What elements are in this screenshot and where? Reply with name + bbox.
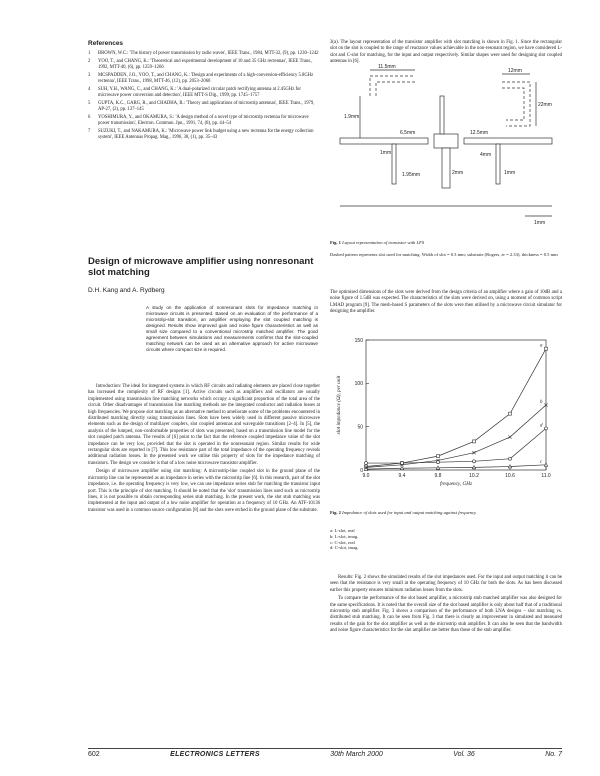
reference-text: BROWN, W.C.: 'The history of power transmission by radio waves', IEEE Trans., 1984, MTT-32, (9), pp. 1230–1242 <box>98 51 319 56</box>
figure-1 <box>330 56 562 236</box>
issue-number: No. 7 <box>545 751 562 758</box>
figure-2 <box>330 330 562 510</box>
data-point <box>545 427 548 430</box>
series-label: b <box>540 400 543 405</box>
data-point <box>545 347 548 350</box>
x-tick-label: 9.8 <box>434 473 442 479</box>
fig2-caption-number: Fig. 2 <box>330 510 341 515</box>
reference-text: YOSHIMURA, Y., and OKAMURA, S.: 'A design method of a novel type of microstrip rectenna for microwave power transmission', Electron. Commun. Jpn., 1991, 74, (8), pp. 44–54 <box>98 115 309 126</box>
output-stub <box>496 144 500 184</box>
reference-item <box>88 87 320 99</box>
y-tick-label: 0 <box>360 467 363 474</box>
reference-item <box>88 115 320 127</box>
y-tick-label: 100 <box>354 381 363 388</box>
reference-number: 2 <box>88 59 91 64</box>
output-slot-outline <box>502 82 530 126</box>
fig1-label: 12.5mm <box>470 130 489 136</box>
figure-2-caption <box>330 510 562 516</box>
data-point <box>473 440 476 443</box>
source-lead <box>442 148 450 188</box>
reference-item <box>88 59 320 71</box>
references-heading: References <box>88 40 124 47</box>
x-tick-label: 10.6 <box>505 473 515 479</box>
reference-item <box>88 101 320 113</box>
design-paragraph: Design of microwave amplifier using slot matching: A microstrip-line coupled slot in the ground plane of the microstrip line can be represented as an impedance in series with the microstrip line [6]. In this research, part of the slot impedance, i.e. the operating frequency is very low, we can use impedance series stub for matching the transistor input port. This is the principle of slot matching. It should be noted that the 'slot' transmission lines used such as microstrip lines, it is not possible to obtain corresponding series stub matching. In the present work, the slot stub matching was implemented at the input and output of a low noise amplifier for operation at a frequency of 10 GHz. An ATF-10136 transistor was used in a common source configuration [8] and the slots were etched in the ground plane of the substrate. <box>88 469 320 513</box>
data-point <box>509 412 512 415</box>
references-section <box>88 40 320 143</box>
comparison-paragraph: To compare the performance of the slot based amplifier, a microstrip stub matched amplifier was also designed for the same specifications. It is noted that the overall size of the slot based amplifier is only about half that of a traditional microstrip stub amplifier. Fig. 3 shows a comparison of the performance of both LNA designs – slot matching vs. distributed stub matching. It can be seen from Fig. 3 that there is clearly an improvement in simulated and measured results of the gain for the slot amplifier as well as the microstrip stub amplifier. It can also be seen that the bandwidth and noise figure characteristics for the slot amplifier are better than those of the stub amplifier. <box>330 596 562 634</box>
reference-item <box>88 51 320 57</box>
x-axis-label: frequency, GHz <box>439 481 473 487</box>
paper-abstract: A study on the application of nonresonant slots for impedance matching in microwave circuits is presented. Based on an evaluation of the performance of a microstrip-slot transition, an amplifier employing the slot coupled matching is designed. Results show improved gain and noise figure characteristics as well as small size compared to a conventional microstrip matched amplifier. The good agreement between simulations and measurements confirms that the slot-coupled matching network can be used as an alternative approach for active microwave circuits where compact size is required. <box>146 305 318 352</box>
legend-entry: c: C-slot, real <box>330 539 355 545</box>
fig1-caption-number: Fig. 1 <box>330 240 341 245</box>
fig1-label: 4mm <box>480 152 492 158</box>
transistor-body <box>434 134 458 148</box>
series-label: c <box>540 459 543 465</box>
data-point <box>473 460 476 463</box>
reference-number: 5 <box>88 101 91 106</box>
reference-text: SUZUKI, T., and NAKAMURA, K.: 'Microwave power link budget using a new rectenna for the energy collection system', IEEE Antennas Propag. Mag., 1996, 38, (1), pp. 35–43 <box>98 129 314 140</box>
fig1-label: 1.95mm <box>402 172 421 178</box>
volume: Vol. 36 <box>453 751 475 758</box>
paper-title: Design of microwave amplifier using nonresonant slot matching <box>88 256 314 278</box>
reference-text: SUH, Y.H., WANG, C., and CHANG, K.: 'A dual-polarized circular patch rectifying antenna at 2.45GHz for microwave power conversion and detection', IEEE MTT-S Dig., 1999, pp. 1745–1757 <box>98 87 301 98</box>
data-point <box>437 461 440 464</box>
legend-entry: b: L-slot, imag. <box>330 533 359 539</box>
fig1-caption-text: Layout representation of transistor with LFS <box>342 240 425 245</box>
series-line-a <box>366 349 546 467</box>
reference-text: MCSPADDEN, J.O., YOO, T., and CHANG, K.: 'Design and experiments of a high-conversion-efficiency 5.8GHz rectenna', IEEE Trans., 1998, MTT-46, (12), pp. 2053–2060 <box>98 73 314 84</box>
y-tick-label: 50 <box>357 424 363 431</box>
fig1-label: 6.5mm <box>400 130 416 136</box>
legend-entry: d: C-slot, imag. <box>330 545 359 551</box>
journal-name: ELECTRONICS LETTERS <box>170 751 260 758</box>
y-axis-label: slot impedance (Ω), per unit <box>336 375 342 435</box>
figure-2-chart <box>330 330 562 510</box>
paper-authors: D.H. Kang and A. Rydberg <box>88 287 165 294</box>
reference-number: 7 <box>88 129 91 134</box>
right-intro-text: 3(a). The layout representation of the transistor amplifier with slot matching is shown in Fig. 1. Since the rectangular slot on the slot is coupled to the range of reactance values achievable in the non-resonant region, we have considered L-slot and C-slot for matching, for the input and output respectively. Similar shapes were used for designing slot coupled antennas in [6]. <box>330 40 562 65</box>
gate-bias-line <box>440 96 444 134</box>
legend-entry: a: L-slot, real <box>330 528 355 533</box>
input-slot-inner <box>376 82 415 96</box>
reference-number: 1 <box>88 51 91 56</box>
fig2-caption-text: Impedance of slots used for input and output matching against frequency <box>342 510 477 515</box>
figure-2-legend <box>330 528 562 551</box>
results-paragraph: Results: Fig. 2 shows the simulated results of the slot impedances used. For the input and output matching it can be seen that the resistance is very small at the operating frequency of 10 GHz for both the slots. As has been discussed earlier this property ensures minimum radiation losses from the slots. <box>330 575 562 593</box>
fig1-label: 22mm <box>538 102 552 108</box>
reference-text: GUPTA, K.C., GARG, R., and CHADHA, R.: 'Theory and applications of microstrip antennas', IEEE Trans., 1979, AP-27, (2), pp. 137–145 <box>98 101 315 112</box>
data-point <box>509 457 512 460</box>
reference-number: 6 <box>88 115 91 120</box>
x-tick-label: 9.4 <box>398 473 406 479</box>
series-line-d <box>366 428 546 463</box>
y-tick-label: 150 <box>354 337 363 344</box>
fig1-label: 2mm <box>452 170 464 176</box>
fig1-label: 1.9mm <box>344 114 360 120</box>
x-tick-label: 10.2 <box>469 473 479 479</box>
reference-number: 4 <box>88 87 91 92</box>
input-line <box>340 138 428 144</box>
series-label: a <box>540 343 543 349</box>
plot-frame <box>366 340 546 470</box>
page-footer <box>88 748 562 758</box>
reference-text: YOO, T., and CHANG, K.: 'Theoretical and experimental development of 10 and 35 GHz rectennas', IEEE Trans., 1992, MTT-40, (6), pp. 1259–1266 <box>98 59 313 70</box>
data-point <box>401 462 404 465</box>
input-slot-outline <box>370 76 415 96</box>
x-tick-label: 9.0 <box>362 473 370 479</box>
output-slot-inner <box>502 88 524 120</box>
output-line <box>464 138 552 144</box>
fig1-label: 1mm <box>534 220 546 226</box>
right-bottom-text <box>330 575 562 637</box>
page-number: 602 <box>88 751 100 758</box>
data-point <box>508 435 511 438</box>
fig1-label: 11.5mm <box>378 64 396 70</box>
body-left <box>88 384 320 516</box>
figure-1-drawing <box>330 56 562 236</box>
reference-number: 3 <box>88 73 91 78</box>
right-mid-text: The optimised dimensions of the slots were derived from the design criteria of an amplifier where a gain of 10dB and a noise figure of 1.5dB was expected. The characteristics of the slots were derived on, using a moment of common script LMAD program [9]. The mesh-based S parameters of the slots were then utilised by a microwave circuit simulator for designing the amplifier. <box>330 290 562 315</box>
data-point <box>437 455 440 458</box>
fig1-label: 1mm <box>380 150 392 156</box>
input-stub <box>392 144 396 184</box>
series-line-b <box>366 405 546 467</box>
fig1-label: 12mm <box>508 68 522 74</box>
fig1-label: 1mm <box>504 170 516 176</box>
figure-1-caption <box>330 240 562 246</box>
reference-item <box>88 73 320 85</box>
series-label: d <box>540 423 543 429</box>
x-tick-label: 11.0 <box>541 473 551 479</box>
references-list <box>88 51 320 141</box>
figure-1-note: Dashed pattern represents slot used for matching. Width of slot = 0.3 mm; substrate (Rogers, εr = 2.33), thickness = 0.5 mm <box>330 252 558 257</box>
intro-paragraph: Introduction: The ideal for integrated systems in which RF circuits and radiating elements are placed close together has increased the complexity of RF designs [1]. Active circuits such as amplifiers and oscillators are usually implemented using transmission line matching networks which occupy a significant proportion of the total area of the circuit. Other disadvantages of transmission line matching methods are the integrated conductor and radiation losses at high frequencies. We propose slot matching as an alternative method to ameliorate some of the problems encountered in distributed matching directly using transmission lines. Slots have been widely used in different passive microwave elements such as the design of multilayer couplers, slot coupled antennas and waveguide transitions [2–4]. In [5], the analysis of the lumped, non-conformable properties of slots was presented, based on a transmission line model for the slot coupled patch antenna. The results of [6] point to the fact that the reference coupled impedance value of the slot impedance can be very low, provided that the slot is operated in the nonresonant region. Similar results for wide rectangular slots are reported in [7]. This low resistance part of the total impedance of the operating frequency reveals additional radiation losses. In the presented work we utilise this property of slots for the impedance matching of transistors. The design we consider is that of a low noise microwave transistor amplifier. <box>88 384 320 466</box>
data-point <box>365 462 368 465</box>
reference-item <box>88 129 320 141</box>
issue-date: 30th March 2000 <box>330 751 383 758</box>
